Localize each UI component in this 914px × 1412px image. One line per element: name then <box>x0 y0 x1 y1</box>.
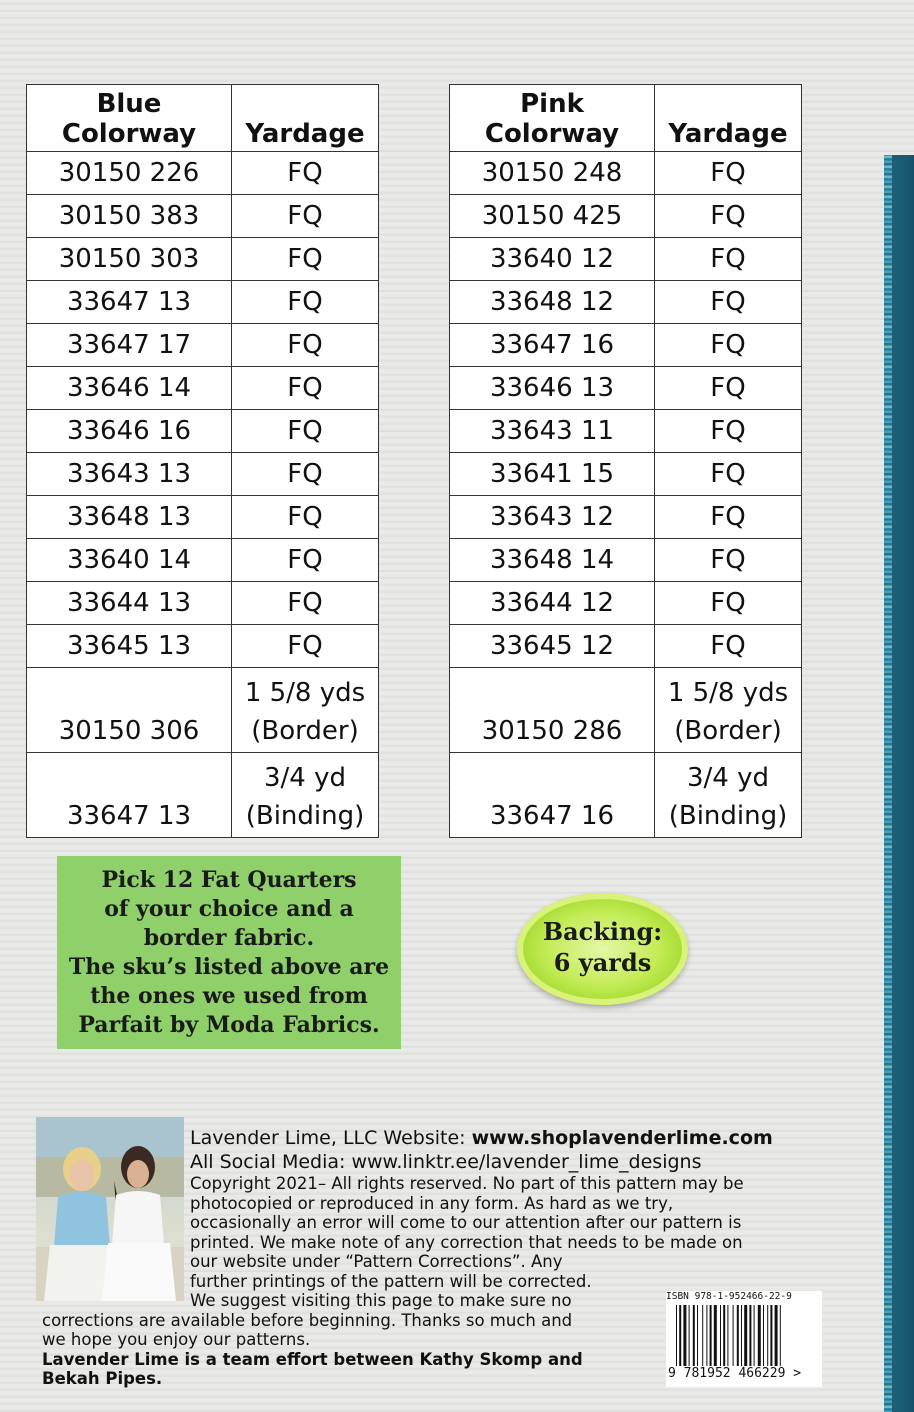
sku-cell: 33644 12 <box>450 582 655 625</box>
table-row <box>27 539 379 582</box>
barcode-bar <box>775 1305 778 1367</box>
yardage-cell: FQ <box>655 582 802 625</box>
website-line <box>190 1126 862 1150</box>
barcode-bar <box>758 1305 761 1367</box>
table-row <box>450 496 802 539</box>
table-row <box>450 238 802 281</box>
barcode-bar <box>720 1305 721 1367</box>
table-row <box>27 195 379 238</box>
barcode-bar <box>727 1305 728 1367</box>
table-row <box>27 625 379 668</box>
copyright-line: Copyright 2021– All rights reserved. No part of this pattern may be <box>190 1174 744 1193</box>
sku-cell: 33644 13 <box>27 582 232 625</box>
yardage-cell: FQ <box>232 281 379 324</box>
sku-cell: 33646 14 <box>27 367 232 410</box>
yardage-cell <box>655 753 802 838</box>
table-row <box>450 410 802 453</box>
barcode-bar <box>737 1305 739 1367</box>
table-row <box>450 152 802 195</box>
border-row <box>27 668 379 753</box>
sku-cell: 33640 14 <box>27 539 232 582</box>
yardage-cell: FQ <box>232 367 379 410</box>
sku-cell: 30150 425 <box>450 195 655 238</box>
yardage-cell: FQ <box>232 496 379 539</box>
blue-colorway-table <box>26 84 379 838</box>
table-row <box>450 324 802 367</box>
sku-cell: 33643 11 <box>450 410 655 453</box>
sku-cell: 33647 17 <box>27 324 232 367</box>
sku-cell: 33641 15 <box>450 453 655 496</box>
sku-cell: 30150 303 <box>27 238 232 281</box>
border-row <box>450 668 802 753</box>
sku-cell: 33647 16 <box>450 324 655 367</box>
yardage-amount: 1 5/8 yds <box>667 678 789 708</box>
sku-cell: 33640 12 <box>450 238 655 281</box>
copyright-line: We suggest visiting this page to make sure no <box>190 1291 572 1310</box>
note-line: The sku’s listed above are <box>68 954 390 980</box>
barcode-bar <box>689 1305 690 1367</box>
table-row <box>27 410 379 453</box>
yardage-use: (Binding) <box>245 801 365 831</box>
sku-cell: 33647 13 <box>27 281 232 324</box>
yardage-cell: FQ <box>232 152 379 195</box>
yardage-cell <box>232 753 379 838</box>
yardage-cell: FQ <box>655 195 802 238</box>
sku-cell: 33647 16 <box>450 753 655 838</box>
yardage-use: (Binding) <box>668 801 788 831</box>
website-label: Lavender Lime, LLC Website: <box>190 1127 472 1149</box>
binding-row <box>27 753 379 838</box>
copyright-line: occasionally an error will come to our attention after our pattern is <box>190 1213 742 1232</box>
barcode-bar <box>710 1305 712 1367</box>
pink-colorway-table <box>449 84 802 838</box>
yardage-amount: 3/4 yd <box>264 763 346 793</box>
yardage-cell: FQ <box>232 539 379 582</box>
lime-slice-backing-badge <box>517 893 688 1005</box>
yardage-cell: FQ <box>655 238 802 281</box>
table-row <box>27 152 379 195</box>
sku-cell: 30150 306 <box>27 668 232 753</box>
barcode-bar <box>733 1305 734 1367</box>
barcode-bar <box>693 1305 695 1367</box>
copyright-line: corrections are available before beginning. Thanks so much and <box>42 1310 573 1330</box>
yardage-amount: 1 5/8 yds <box>244 678 366 708</box>
table-row <box>27 324 379 367</box>
column-header: Blue Colorway <box>27 85 232 152</box>
table-row <box>27 582 379 625</box>
copyright-line: our website under “Pattern Corrections”. Any <box>190 1252 563 1271</box>
sku-cell: 33648 13 <box>27 496 232 539</box>
table-row <box>27 238 379 281</box>
backing-amount: 6 yards <box>553 948 652 977</box>
sku-cell: 33646 16 <box>27 410 232 453</box>
sku-cell: 33646 13 <box>450 367 655 410</box>
table-row <box>450 367 802 410</box>
barcode-bar <box>676 1305 677 1367</box>
sku-cell: 30150 248 <box>450 152 655 195</box>
table-header-row <box>450 85 802 152</box>
note-line: Pick 12 Fat Quarters <box>101 867 357 893</box>
yardage-cell: FQ <box>655 281 802 324</box>
copyright-line: further printings of the pattern will be corrected. <box>190 1271 592 1291</box>
column-header: Yardage <box>655 85 802 152</box>
isbn-number: 9 781952 466229 > <box>668 1366 802 1381</box>
note-line: Parfait by Moda Fabrics. <box>78 1012 380 1038</box>
table-row <box>450 281 802 324</box>
table-row <box>27 281 379 324</box>
binding-row <box>450 753 802 838</box>
barcode-bar <box>697 1305 698 1367</box>
barcode-bar <box>702 1305 703 1367</box>
decorative-fabric-strip <box>884 155 914 1412</box>
backing-label: Backing: <box>542 917 663 946</box>
sku-cell: 33645 12 <box>450 625 655 668</box>
fabric-note-box <box>57 856 401 1049</box>
sku-cell: 33645 13 <box>27 625 232 668</box>
table-row <box>450 625 802 668</box>
sku-cell: 33643 13 <box>27 453 232 496</box>
yardage-cell: FQ <box>655 367 802 410</box>
yardage-cell: FQ <box>232 410 379 453</box>
team-credit-text: Lavender Lime is a team effort between Kathy Skomp and <box>42 1349 583 1369</box>
yardage-cell: FQ <box>655 324 802 367</box>
column-header: Yardage <box>232 85 379 152</box>
table-row <box>450 453 802 496</box>
note-line: of your choice and a <box>104 896 354 922</box>
sku-cell: 30150 286 <box>450 668 655 753</box>
barcode-bar <box>714 1305 717 1367</box>
yardage-cell <box>655 668 802 753</box>
barcode-bar <box>706 1305 707 1367</box>
table-row <box>27 367 379 410</box>
sku-cell: 30150 226 <box>27 152 232 195</box>
barcode-bar <box>770 1305 772 1367</box>
table-row <box>450 539 802 582</box>
barcode-bar <box>744 1305 747 1367</box>
yardage-cell <box>232 668 379 753</box>
yardage-use: (Border) <box>674 716 782 746</box>
note-line: border fabric. <box>143 925 315 951</box>
column-header: Pink Colorway <box>450 85 655 152</box>
isbn-label: ISBN 978-1-952466-22-9 <box>666 1291 792 1302</box>
yardage-cell: FQ <box>655 539 802 582</box>
social-media-line[interactable]: All Social Media: www.linktr.ee/lavender_lime_designs <box>190 1151 702 1173</box>
website-link[interactable]: www.shoplavenderlime.com <box>471 1127 773 1149</box>
yardage-use: (Border) <box>251 716 359 746</box>
table-row <box>27 453 379 496</box>
table-row <box>450 195 802 238</box>
barcode-bar <box>749 1305 751 1367</box>
yardage-cell: FQ <box>232 582 379 625</box>
yardage-cell: FQ <box>655 152 802 195</box>
yardage-cell: FQ <box>232 238 379 281</box>
barcode-bar <box>780 1305 781 1367</box>
barcode-bar <box>741 1305 742 1367</box>
sku-cell: 33648 14 <box>450 539 655 582</box>
yardage-cell: FQ <box>655 453 802 496</box>
yardage-cell: FQ <box>232 195 379 238</box>
sku-cell: 33647 13 <box>27 753 232 838</box>
barcode-bar <box>683 1305 686 1367</box>
sku-cell: 30150 383 <box>27 195 232 238</box>
sku-cell: 33643 12 <box>450 496 655 539</box>
yardage-amount: 3/4 yd <box>687 763 769 793</box>
yardage-cell: FQ <box>655 496 802 539</box>
table-row <box>27 496 379 539</box>
yardage-cell: FQ <box>232 324 379 367</box>
note-line: the ones we used from <box>90 983 368 1009</box>
barcode-bar <box>754 1305 755 1367</box>
yardage-cell: FQ <box>655 410 802 453</box>
table-row <box>450 582 802 625</box>
yardage-cell: FQ <box>232 625 379 668</box>
barcode-bar <box>679 1305 681 1367</box>
barcode-bar <box>767 1305 768 1367</box>
yardage-cell: FQ <box>232 453 379 496</box>
yardage-cell: FQ <box>655 625 802 668</box>
copyright-line: we hope you enjoy our patterns. <box>42 1330 311 1349</box>
copyright-line: printed. We make note of any correction that needs to be made on <box>190 1232 743 1252</box>
copyright-line: photocopied or reproduced in any form. As hard as we try, <box>190 1193 674 1213</box>
team-credit-text: Bekah Pipes. <box>42 1369 163 1388</box>
table-header-row <box>27 85 379 152</box>
barcode-bar <box>763 1305 764 1367</box>
barcode-bar <box>723 1305 725 1367</box>
sku-cell: 33648 12 <box>450 281 655 324</box>
